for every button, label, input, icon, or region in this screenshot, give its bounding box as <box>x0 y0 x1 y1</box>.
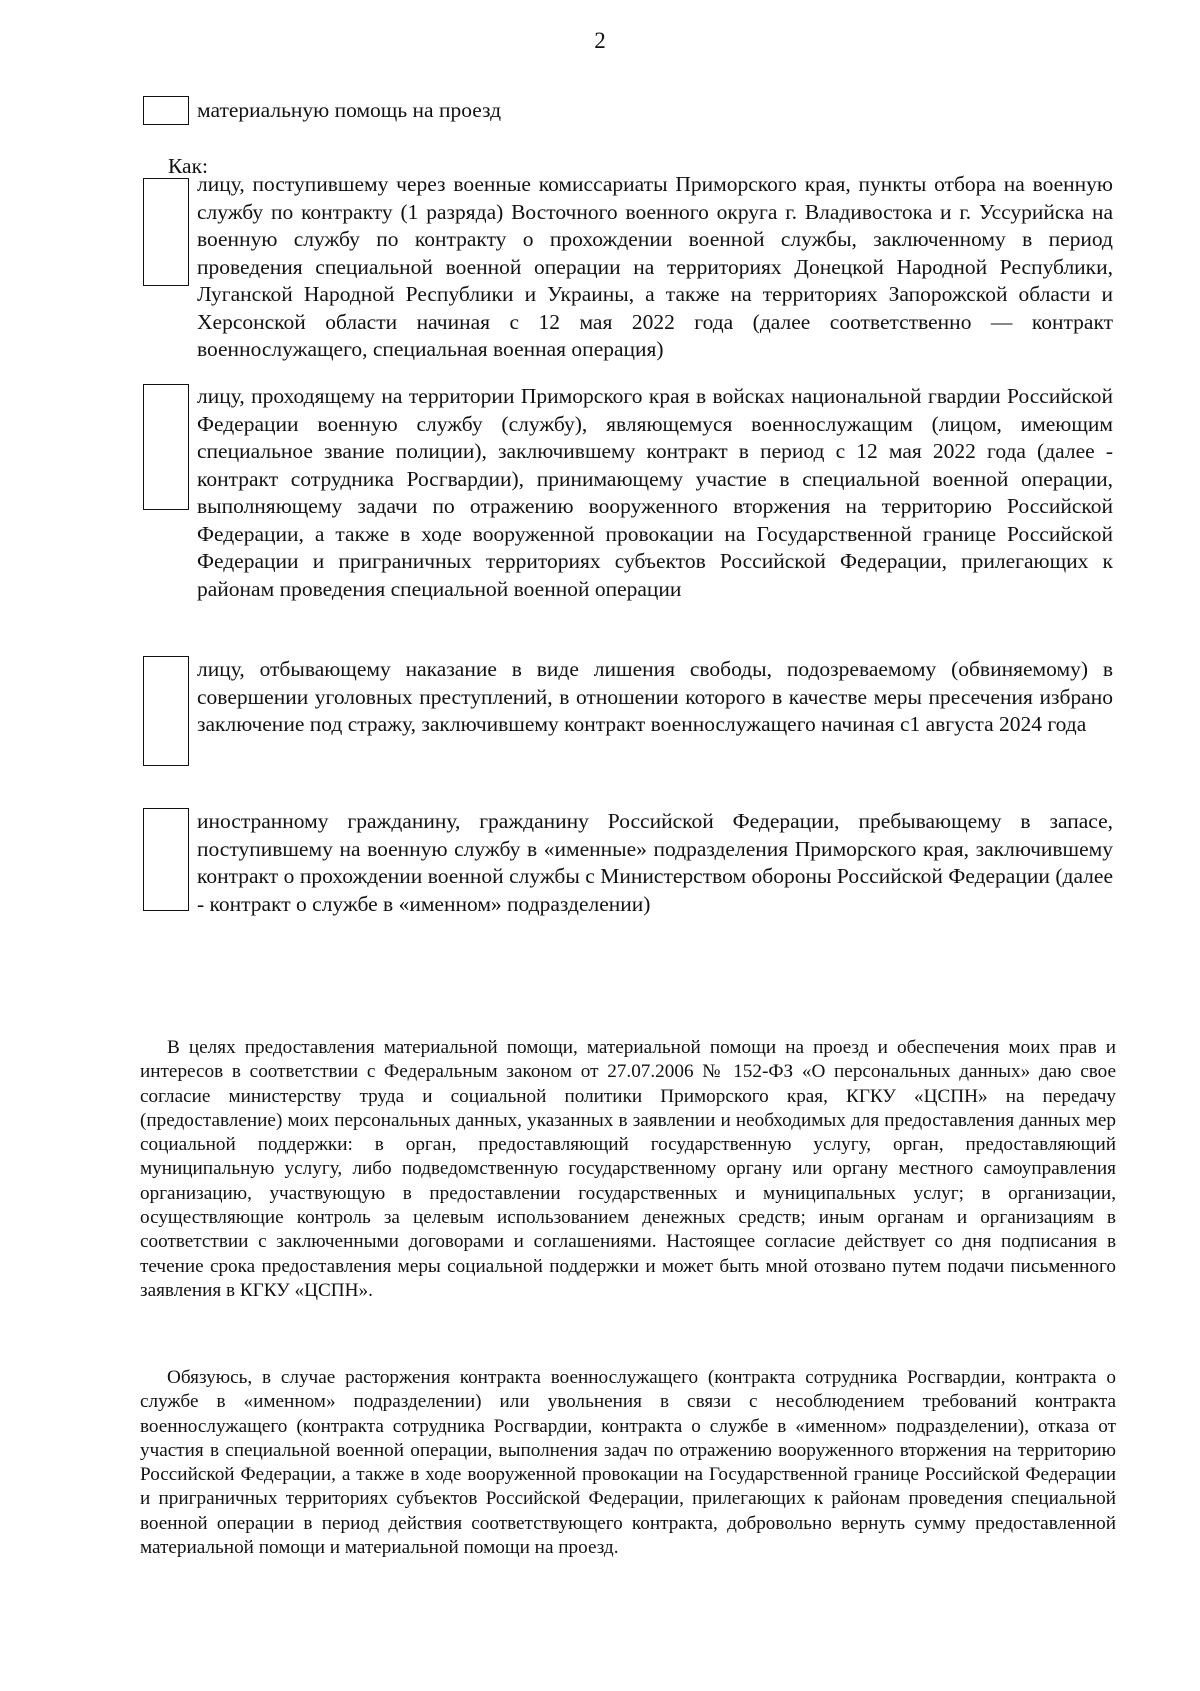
travel-aid-checkbox[interactable] <box>143 96 189 125</box>
status-checkbox-contract[interactable] <box>143 178 189 286</box>
status-option-contract: лицу, поступившему через военные комиссариаты Приморского края, пункты отбора на военную службу по контракту (1 разряда) Восточного военного округа г. Владивостока и г. Уссурийска на военную службу по контракту о прохождении военной службы, заключенному в период проведения специальной военной операции на территориях Донецкой Народной Республики, Луганской Народной Республики и Украины, а также на территориях Запорожской области и Херсонской области начиная с 12 мая 2022 года (далее соответственно — контракт военнослужащего, специальная военная операция) <box>197 172 1113 361</box>
status-option-named-unit: иностранному гражданину, гражданину Российской Федерации, пребывающему в запасе, поступившему на военную службу в «именные» подразделения Приморского края, заключившему контракт о прохождении военной службы с Министерством обороны Российской Федерации (далее - контракт о службе в «именном» подразделении) <box>197 809 1113 916</box>
travel-aid-label: материальную помощь на проезд <box>197 98 502 122</box>
page-number: 2 <box>594 28 606 53</box>
status-heading: Как: <box>168 154 209 178</box>
consent-paragraph: В целях предоставления материальной помощи, материальной помощи на проезд и обеспечения моих прав и интересов в соответствии с Федеральным законом от 27.07.2006 № 152-ФЗ «О персональных данных» даю свое согласие министерству труда и социальной политики Приморского края, КГКУ «ЦСПН» на передачу (предоставление) моих персональных данных, указанных в заявлении и необходимых для предоставления данных мер социальной поддержки: в орган, предоставляющий государственную услугу, орган, предоставляющий муниципальную услугу, либо подведомственную государственному органу или органу местного самоуправления организацию, участвующую в предоставлении государственных и муниципальных услуг; в организации, осуществляющие контроль за целевым использованием денежных средств; иным органам и организациям в соответствии с заключенными договорами и соглашениями. Настоящее согласие действует со дня подписания в течение срока предоставления меры социальной поддержки и может быть мной отозвано путем подачи письменного заявления в КГКУ «ЦСПН». <box>140 1037 1116 1301</box>
obligation-paragraph: Обязуюсь, в случае расторжения контракта военнослужащего (контракта сотрудника Росгвардии, контракта о службе в «именном» подразделении) или увольнения в связи с несоблюдением требований контракта военнослужащего (контракта сотрудника Росгвардии, контракта о службе в «именном» подразделении), отказа от участия в специальной военной операции, выполнения задач по отражению вооруженного вторжения на территорию Российской Федерации, а также в ходе вооруженной провокации на Государственной границе Российской Федерации и приграничных территориях субъектов Российской Федерации, прилегающих к районам проведения специальной военной операции в период действия соответствующего контракта, добровольно вернуть сумму предоставленной материальной помощи и материальной помощи на проезд. <box>140 1367 1116 1559</box>
status-checkbox-prisoner[interactable] <box>143 656 189 766</box>
status-option-rosgvardia: лицу, проходящему на территории Приморского края в войсках национальной гвардии Российской Федерации военную службу (службу), являющемуся военнослужащим (лицом, имеющим специальное звание полиции), заключившему контракт в период с 12 мая 2022 года (далее - контракт сотрудника Росгвардии), принимающему участие в специальной военной операции, выполняющему задачи по отражению вооруженного вторжения на территорию Российской Федерации, а также в ходе вооруженной провокации на Государственной границе Российской Федерации и приграничных территориях субъектов Российской Федерации, прилегающих к районам проведения специальной военной операции <box>197 384 1113 601</box>
status-checkbox-named-unit[interactable] <box>143 808 189 911</box>
status-option-prisoner: лицу, отбывающему наказание в виде лишения свободы, подозреваемому (обвиняемому) в совершении уголовных преступлений, в отношении которого в качестве меры пресечения избрано заключение под стражу, заключившему контракт военнослужащего начиная с1 августа 2024 года <box>197 657 1113 736</box>
status-checkbox-rosgvardia[interactable] <box>143 384 189 510</box>
